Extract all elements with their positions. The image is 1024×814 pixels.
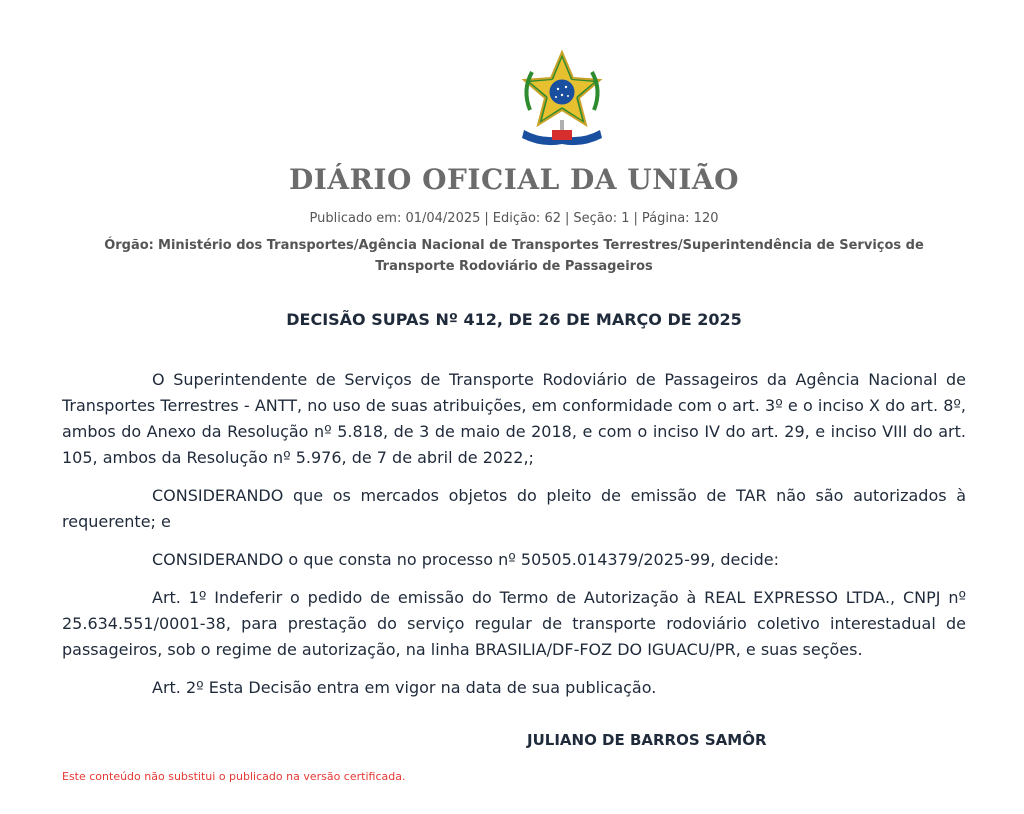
decision-heading: DECISÃO SUPAS Nº 412, DE 26 DE MARÇO DE 2025 <box>286 310 742 329</box>
page-title: DIÁRIO OFICIAL DA UNIÃO <box>289 163 739 196</box>
section: Seção: 1 <box>573 211 630 226</box>
signature: JULIANO DE BARROS SAMÔR <box>527 731 767 749</box>
paragraph: O Superintendente de Serviços de Transporte Rodoviário de Passageiros da Agência Nacional de Transportes Terrestres - ANTT, no uso de suas atribuições, em conformidade com o art. 3º e o inciso X do art. 8º, ambos do Anexo da Resolução nº 5.818, de 3 de maio de 2018, e com o inciso IV do art. 29, e inciso VIII do art. 105, ambos da Resolução nº 5.976, de 7 de abril de 2022,; <box>62 370 966 467</box>
paragraph: CONSIDERANDO o que consta no processo nº 50505.014379/2025-99, decide: <box>152 550 779 569</box>
edition: Edição: 62 <box>492 211 561 226</box>
orgao-text: Ministério dos Transportes/Agência Nacional de Transportes Terrestres/Superintendência de Serviços de Transporte Rodoviário de Passageiros <box>158 238 924 274</box>
paragraph: Art. 2º Esta Decisão entra em vigor na data de sua publicação. <box>152 678 657 697</box>
decision-body <box>62 367 966 713</box>
brazil-coat-of-arms-icon <box>512 50 612 150</box>
paragraph: Art. 1º Indeferir o pedido de emissão do Termo de Autorização à REAL EXPRESSO LTDA., CNPJ nº 25.634.551/0001-38, para prestação do serviço regular de transporte rodoviário coletivo interestadual de passageiros, sob o regime de autorização, na linha BRASILIA/DF-FOZ DO IGUACU/PR, e suas seções. <box>62 588 966 659</box>
published-date: Publicado em: 01/04/2025 <box>309 211 481 226</box>
orgao-label: Órgão: <box>104 238 154 253</box>
disclaimer: Este conteúdo não substitui o publicado na versão certificada. <box>62 770 406 783</box>
page-number: Página: 120 <box>641 211 719 226</box>
paragraph: CONSIDERANDO que os mercados objetos do pleito de emissão de TAR não são autorizados à requerente; e <box>62 486 966 531</box>
orgao <box>72 235 956 277</box>
publication-meta: Publicado em: 01/04/2025 | Edição: 62 | Seção: 1 | Página: 120 <box>309 211 719 226</box>
